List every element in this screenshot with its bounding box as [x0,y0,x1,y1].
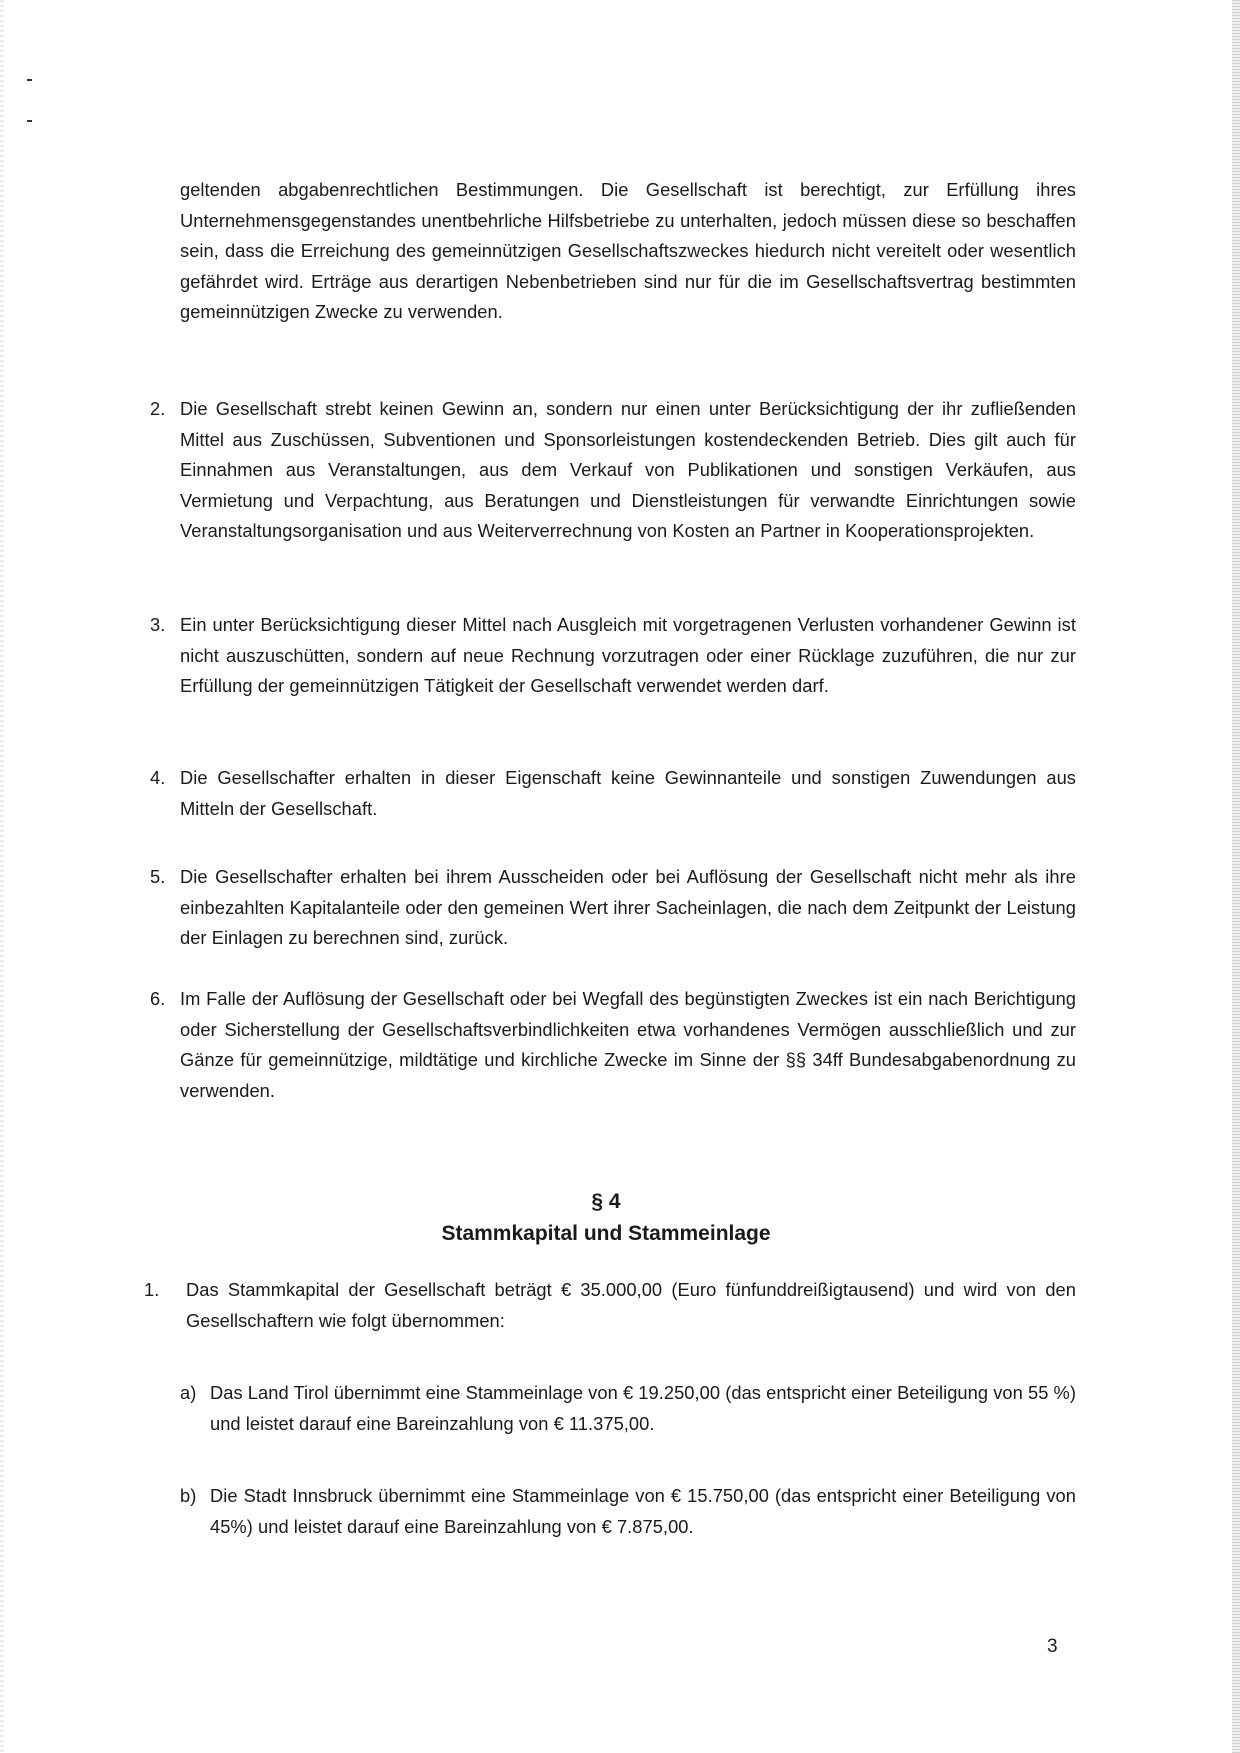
intro-paragraph: geltenden abgabenrechtlichen Bestimmungen. Die Gesellschaft ist berechtigt, zur Erfüllung ihres Unternehmensgegenstandes unentbehrliche Hilfsbetriebe zu unterhalten, jedoch müssen diese so beschaffen sein, dass die Erreichung des gemeinnützigen Gesellschaftszweckes hiedurch nicht vereitelt oder wesentlich gefährdet wird. Erträge aus derartigen Nebenbetrieben sind nur für die im Gesellschaftsvertrag bestimmten gemeinnützigen Zwecke zu verwenden. [180,179,1076,322]
list-item [150,763,1076,824]
list-item [150,610,1076,702]
sub-item-text: Das Land Tirol übernimmt eine Stammeinlage von € 19.250,00 (das entspricht einer Beteiligung von 55 %) und leistet darauf eine Bareinzahlung von € 11.375,00. [210,1382,1076,1434]
list-item [150,394,1076,547]
list-item [150,984,1076,1106]
item-text: Die Gesellschafter erhalten in dieser Eigenschaft keine Gewinnanteile und sonstigen Zuwendungen aus Mitteln der Gesellschaft. [180,767,1076,819]
item-number: 1. [144,1279,160,1300]
sub-item [180,1378,1076,1439]
item-number: 4. [150,767,166,788]
sub-item-label: a) [180,1382,197,1403]
scan-mark [27,79,32,81]
item-text: Das Stammkapital der Gesellschaft beträgt € 35.000,00 (Euro fünfunddreißigtausend) und wird von den Gesellschaftern wie folgt übernommen: [186,1279,1076,1331]
item-number: 5. [150,866,166,887]
item-text: Im Falle der Auflösung der Gesellschaft oder bei Wegfall des begünstigten Zweckes ist ein nach Berichtigung oder Sicherstellung der Gesellschaftsverbindlichkeiten etwa vorhandenes Vermögen ausschließlich und zur Gänze für gemeinnützige, mildtätige und kirchliche Zwecke im Sinne der §§ 34ff Bundesabgabenordnung zu verwenden. [180,988,1076,1101]
scan-edge-left [0,0,4,1753]
sub-item-text: Die Stadt Innsbruck übernimmt eine Stammeinlage von € 15.750,00 (das entspricht einer Beteiligung von 45%) und leistet darauf eine Bareinzahlung von € 7.875,00. [210,1485,1076,1537]
sub-item [180,1481,1076,1542]
item-number: 3. [150,614,166,635]
item-number: 2. [150,398,166,419]
item-text: Ein unter Berücksichtigung dieser Mittel nach Ausgleich mit vorgetragenen Verlusten vorhandener Gewinn ist nicht auszuschütten, sondern auf neue Rechnung vorzutragen oder einer Rücklage zuzuführen, die nur zur Erfüllung der gemeinnützigen Tätigkeit der Gesellschaft verwendet werden darf. [180,614,1076,696]
section-number: § 4 [591,1190,621,1213]
sub-item-label: b) [180,1485,197,1506]
section-list-item [144,1275,1076,1336]
page-number: 3 [1047,1636,1058,1657]
section-title: Stammkapital und Stammeinlage [441,1222,771,1245]
list-item [150,862,1076,954]
item-text: Die Gesellschaft strebt keinen Gewinn an, sondern nur einen unter Berücksichtigung der ihr zufließenden Mittel aus Zuschüssen, Subventionen und Sponsorleistungen kostendeckenden Betrieb. Dies gilt auch für Einnahmen aus Veranstaltungen, aus dem Verkauf von Publikationen und sonstigen Verkäufen, aus Vermietung und Verpachtung, aus Beratungen und Dienstleistungen für verwandte Einrichtungen sowie Veranstaltungsorganisation und aus Weiterverrechnung von Kosten an Partner in Kooperationsprojekten. [180,398,1076,541]
item-text: Die Gesellschafter erhalten bei ihrem Ausscheiden oder bei Auflösung der Gesellschaft nicht mehr als ihre einbezahlten Kapitalanteile oder den gemeinen Wert ihrer Sacheinlagen, die nach dem Zeitpunkt der Leistung der Einlagen zu berechnen sind, zurück. [180,866,1076,948]
item-number: 6. [150,988,166,1009]
scan-edge-right [1232,0,1240,1753]
scan-mark [27,120,32,122]
